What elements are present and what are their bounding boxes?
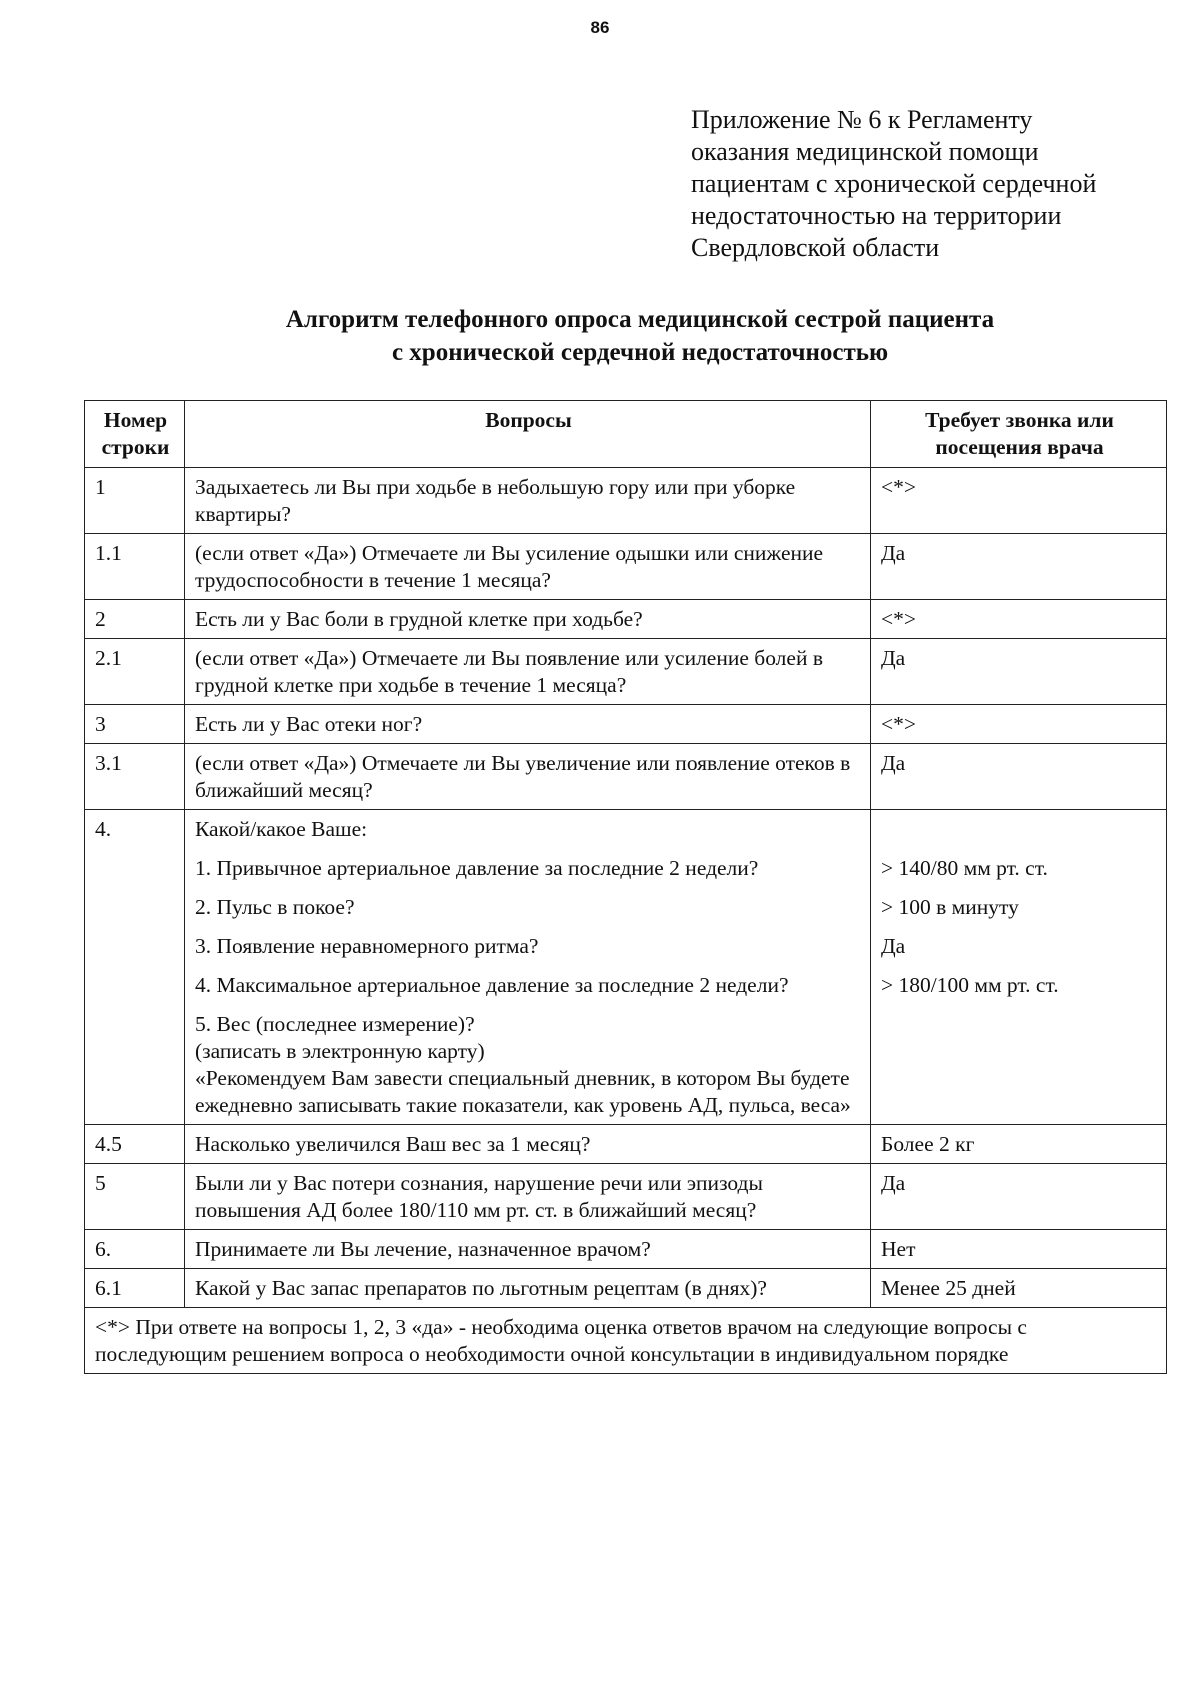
- row-number: 1: [85, 468, 185, 534]
- row-number: 1.1: [85, 534, 185, 600]
- row-question: Были ли у Вас потери сознания, нарушение речи или эпизоды повышения АД более 180/110 мм рт. ст. в ближайший месяц?: [185, 1164, 871, 1230]
- row-number: 2: [85, 600, 185, 639]
- row-number: 3.1: [85, 744, 185, 810]
- document-title: [100, 303, 1180, 369]
- table-row: [85, 1230, 1167, 1269]
- table-row: [85, 1164, 1167, 1230]
- appendix-line: оказания медицинской помощи: [691, 137, 1039, 166]
- sub-question: 3. Появление неравномерного ритма?: [195, 934, 539, 958]
- sub-answer: > 140/80 мм рт. ст.: [881, 856, 1048, 880]
- row-answer: Нет: [871, 1230, 1167, 1269]
- row-number: 4.: [85, 810, 185, 1125]
- title-line: Алгоритм телефонного опроса медицинской сестрой пациента: [285, 306, 995, 333]
- sub-answer: > 100 в минуту: [881, 895, 1019, 919]
- footnote: <*> При ответе на вопросы 1, 2, 3 «да» - необходима оценка ответов врачом на следующие вопросы с последующим решением вопроса о необходимости очной консультации в индивидуальном порядке: [85, 1308, 1167, 1374]
- row-answer: Менее 25 дней: [871, 1269, 1167, 1308]
- row-question: Есть ли у Вас отеки ног?: [185, 705, 871, 744]
- table-row: [85, 1125, 1167, 1164]
- row-question: Принимаете ли Вы лечение, назначенное врачом?: [185, 1230, 871, 1269]
- answer-spacer: [881, 816, 1158, 843]
- table-row-compound: [85, 810, 1167, 1125]
- row-question: (если ответ «Да») Отмечаете ли Вы усиление одышки или снижение трудоспособности в течение 1 месяца?: [185, 534, 871, 600]
- question-intro: Какой/какое Ваше:: [195, 817, 368, 841]
- row-number: 6.1: [85, 1269, 185, 1308]
- header-row-number: Номер строки: [85, 401, 185, 468]
- sub-answer: > 180/100 мм рт. ст.: [881, 973, 1059, 997]
- weight-line: (записать в электронную карту): [195, 1039, 485, 1063]
- row-number: 6.: [85, 1230, 185, 1269]
- weight-line: «Рекомендуем Вам завести специальный дневник, в котором Вы будете ежедневно записывать такие показатели, как уровень АД, пульса, веса»: [195, 1066, 851, 1117]
- row-question: Задыхаетесь ли Вы при ходьбе в небольшую гору или при уборке квартиры?: [185, 468, 871, 534]
- table-row: [85, 534, 1167, 600]
- table-header-row: [85, 401, 1167, 468]
- row-answer: Более 2 кг: [871, 1125, 1167, 1164]
- row-question: (если ответ «Да») Отмечаете ли Вы увеличение или появление отеков в ближайший месяц?: [185, 744, 871, 810]
- row-number: 3: [85, 705, 185, 744]
- table-row: [85, 1269, 1167, 1308]
- title-line: с хронической сердечной недостаточностью: [391, 339, 889, 366]
- row-answer: Да: [871, 744, 1167, 810]
- row-number: 2.1: [85, 639, 185, 705]
- sub-answer: Да: [881, 934, 906, 958]
- row-question: (если ответ «Да») Отмечаете ли Вы появление или усиление болей в грудной клетке при ходьбе в течение 1 месяца?: [185, 639, 871, 705]
- appendix-line: пациентам с хронической сердечной: [691, 169, 1097, 198]
- table-row: [85, 639, 1167, 705]
- appendix-note: [691, 104, 1191, 264]
- table-row: [85, 600, 1167, 639]
- sub-question-weight: [195, 1011, 862, 1119]
- header-questions: Вопросы: [185, 401, 871, 468]
- row-number: 4.5: [85, 1125, 185, 1164]
- appendix-line: Приложение № 6 к Регламенту: [691, 105, 1033, 134]
- row-question: Насколько увеличился Ваш вес за 1 месяц?: [185, 1125, 871, 1164]
- row-number: 5: [85, 1164, 185, 1230]
- table-row: [85, 744, 1167, 810]
- survey-table: [84, 400, 1167, 1374]
- header-requires-doctor: Требует звонка или посещения врача: [871, 401, 1167, 468]
- appendix-line: Свердловской области: [691, 233, 940, 262]
- sub-question: 2. Пульс в покое?: [195, 895, 355, 919]
- table-row: [85, 705, 1167, 744]
- row-question-group: [185, 810, 871, 1125]
- row-question: Какой у Вас запас препаратов по льготным рецептам (в днях)?: [185, 1269, 871, 1308]
- page-number: 86: [590, 18, 610, 37]
- row-question: Есть ли у Вас боли в грудной клетке при ходьбе?: [185, 600, 871, 639]
- row-answer: Да: [871, 639, 1167, 705]
- row-answer: <*>: [871, 468, 1167, 534]
- row-answer: <*>: [871, 705, 1167, 744]
- sub-question: 4. Максимальное артериальное давление за последние 2 недели?: [195, 973, 789, 997]
- row-answer: <*>: [871, 600, 1167, 639]
- footnote-row: [85, 1308, 1167, 1374]
- table-row: [85, 468, 1167, 534]
- row-answer-group: [871, 810, 1167, 1125]
- row-answer: Да: [871, 534, 1167, 600]
- weight-line: 5. Вес (последнее измерение)?: [195, 1012, 475, 1036]
- sub-question: 1. Привычное артериальное давление за последние 2 недели?: [195, 856, 759, 880]
- appendix-line: недостаточностью на территории: [691, 201, 1062, 230]
- row-answer: Да: [871, 1164, 1167, 1230]
